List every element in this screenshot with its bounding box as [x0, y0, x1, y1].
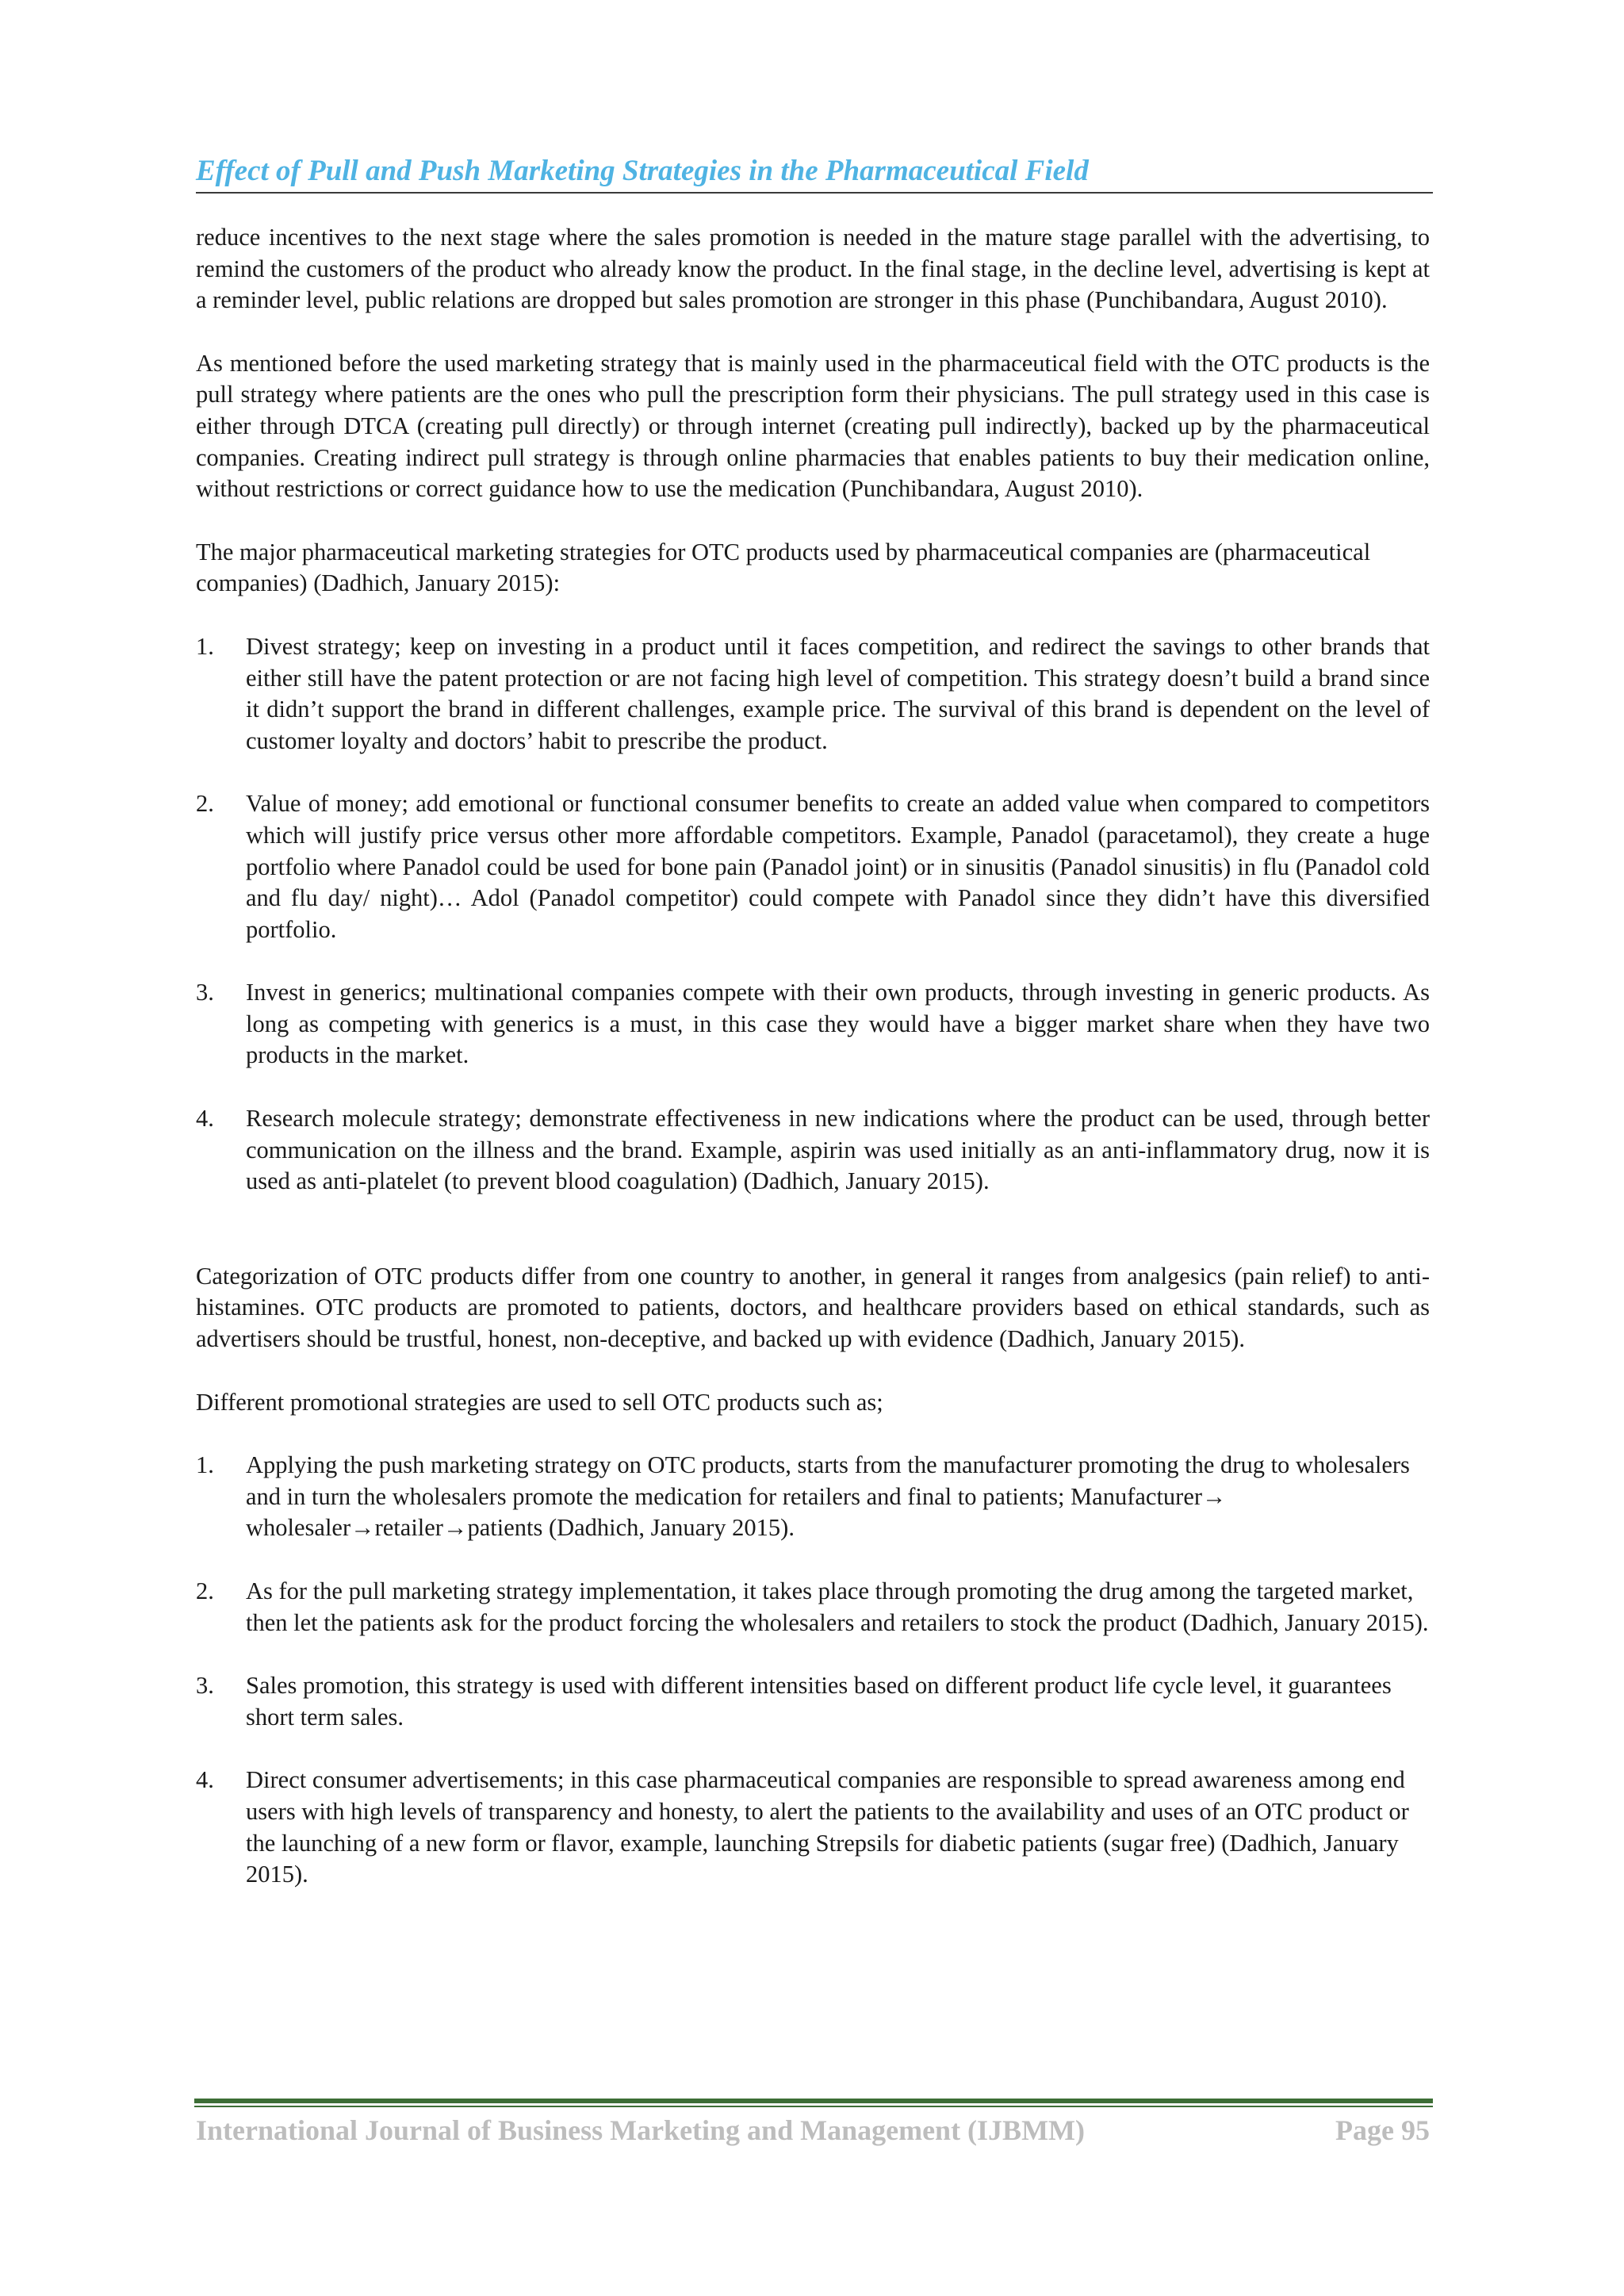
list-number: 3.: [196, 979, 214, 1006]
list-item-text: Applying the push marketing strategy on OTC products, starts from the manufacturer promoting the drug to wholesalers and in turn the wholesalers promote the medication for retailers and final to patients; Manufacturer→ wholesaler→retailer→patients (Dadhich, January 2015).: [246, 1451, 1410, 1542]
list-item: [196, 631, 1430, 757]
list-number: 4.: [196, 1766, 214, 1794]
list-item: [196, 1670, 1430, 1733]
article-body: [196, 222, 1430, 1922]
list-item-text: Direct consumer advertisements; in this case pharmaceutical companies are responsible to spread awareness among end users with high levels of transparency and honesty, to alert the patients to the availability and uses of an OTC product or the launching of a new form or flavor, example, launching Strepsils for diabetic patients (sugar free) (Dadhich, January 2015).: [246, 1766, 1409, 1888]
list-item: [196, 977, 1430, 1071]
list-number: 1.: [196, 1451, 214, 1479]
list-item: [196, 788, 1430, 945]
otc-strategies-list: [196, 631, 1430, 1198]
list-item: [196, 1103, 1430, 1198]
list-number: 1.: [196, 632, 214, 660]
running-title: Effect of Pull and Push Marketing Strategies in the Pharmaceutical Field: [196, 155, 1089, 187]
footer-rule-thick: [194, 2099, 1433, 2103]
paragraph-promotional-strategies-intro: Different promotional strategies are used to sell OTC products such as;: [196, 1388, 883, 1416]
promotional-strategies-list: [196, 1450, 1430, 1891]
paragraph-product-life-cycle: reduce incentives to the next stage where the sales promotion is needed in the mature stage parallel with the advertising, to remind the customers of the product who already know the product. In the final stage, in the decline level, advertising is kept at a reminder level, public relations are dropped but sales promotion are stronger in this phase (Punchibandara, August 2010).: [196, 224, 1430, 314]
list-item-text: Divest strategy; keep on investing in a product until it faces competition, and redirect the savings to other brands that either still have the patent protection or are not facing high level of competition. This strategy doesn’t build a brand since it didn’t support the brand in different challenges, example price. The survival of this brand is dependent on the level of customer loyalty and doctors’ habit to prescribe the product.: [246, 632, 1430, 754]
list-number: 4.: [196, 1105, 214, 1133]
list-item-text: Value of money; add emotional or functional consumer benefits to create an added value when compared to competitors which will justify price versus other more affordable competitors. Example, Panadol (paracetamol), they create a huge portfolio where Panadol could be used for bone pain (Panadol joint) or in sinusitis (Panadol sinusitis) in flu (Panadol cold and flu day/ night)… Adol (Panadol competitor) could compete with Panadol since they didn’t have this diversified portfolio.: [246, 790, 1430, 943]
list-item: [196, 1450, 1430, 1544]
journal-name: International Journal of Business Marketing and Management (IJBMM): [196, 2114, 1086, 2146]
paragraph-major-strategies-intro: The major pharmaceutical marketing strategies for OTC products used by pharmaceutical companies are (pharmaceutical companies) (Dadhich, January 2015):: [196, 538, 1371, 597]
paragraph-pull-strategy: As mentioned before the used marketing strategy that is mainly used in the pharmaceutical field with the OTC products is the pull strategy where patients are the ones who pull the prescription form their physicians. The pull strategy used in this case is either through DTCA (creating pull directly) or through internet (creating pull indirectly), backed up by the pharmaceutical companies. Creating indirect pull strategy is through online pharmacies that enables patients to buy their medication online, without restrictions or correct guidance how to use the medication (Punchibandara, August 2010).: [196, 349, 1430, 503]
section-spacer: [196, 1229, 1430, 1261]
page-number: Page 95: [1335, 2114, 1430, 2146]
header-rule: [196, 192, 1433, 194]
page-footer: [196, 2111, 1430, 2149]
list-number: 3.: [196, 1672, 214, 1700]
list-item-text: As for the pull marketing strategy implementation, it takes place through promoting the drug among the targeted market, then let the patients ask for the product forcing the wholesalers and retailers to stock the product (Dadhich, January 2015).: [246, 1577, 1429, 1636]
list-number: 2.: [196, 1577, 214, 1604]
list-item: [196, 1576, 1430, 1639]
list-item-text: Research molecule strategy; demonstrate effectiveness in new indications where the product can be used, through better communication on the illness and the brand. Example, aspirin was used initially as an anti-inflammatory drug, now it is used as anti-platelet (to prevent blood coagulation) (Dadhich, January 2015).: [246, 1105, 1430, 1195]
list-item: [196, 1765, 1430, 1890]
list-number: 2.: [196, 790, 214, 818]
list-item-text: Invest in generics; multinational companies compete with their own products, through investing in generic products. As long as competing with generics is a must, in this case they would have a bigger market share when they have two products in the market.: [246, 979, 1430, 1069]
footer-rule-thin: [194, 2106, 1433, 2107]
list-item-text: Sales promotion, this strategy is used with different intensities based on different product life cycle level, it guarantees short term sales.: [246, 1672, 1392, 1731]
paragraph-otc-categorization: Categorization of OTC products differ from one country to another, in general it ranges from analgesics (pain relief) to anti- histamines. OTC products are promoted to patients, doctors, and healthcare providers based on ethical standards, such as advertisers should be trustful, honest, non-deceptive, and backed up with evidence (Dadhich, January 2015).: [196, 1262, 1430, 1353]
